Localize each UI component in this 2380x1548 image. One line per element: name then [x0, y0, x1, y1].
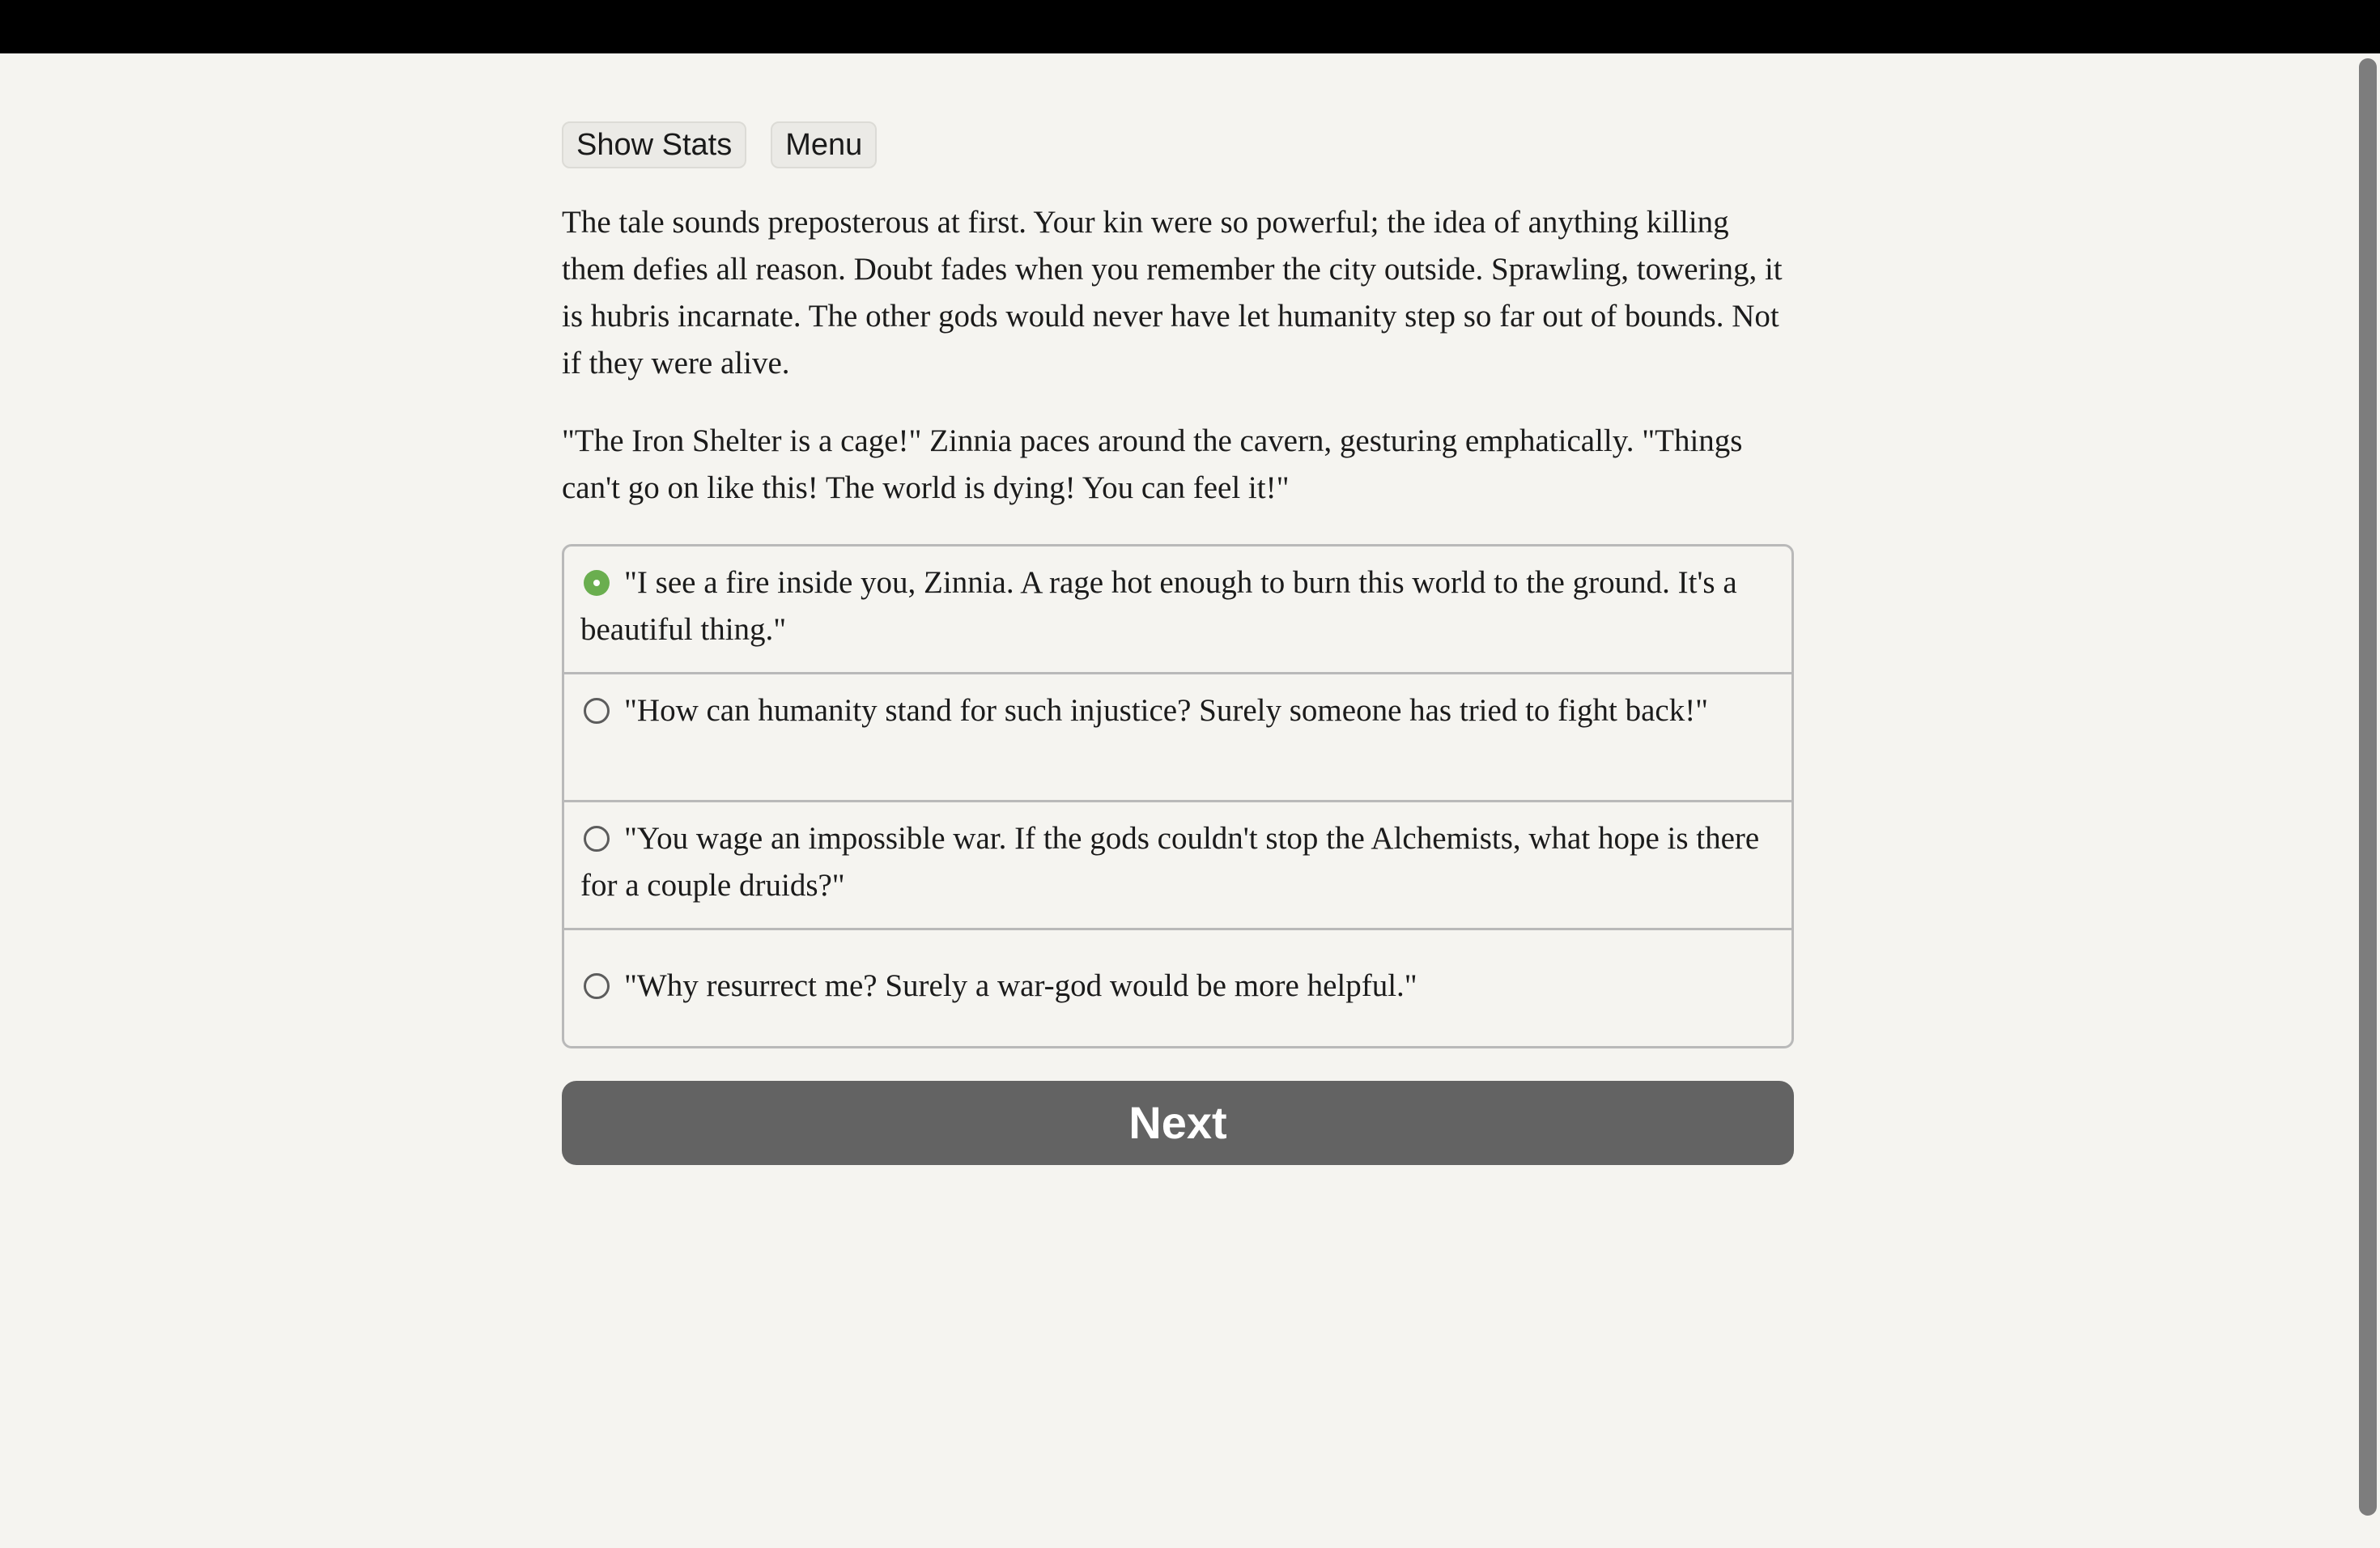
choice-text: "How can humanity stand for such injustice? Surely someone has tried to fight back!" [624, 693, 1709, 728]
choice-list [562, 544, 1794, 1048]
menu-button[interactable]: Menu [771, 121, 877, 168]
game-content [562, 121, 1796, 1165]
story-paragraph: The tale sounds preposterous at first. Your kin were so powerful; the idea of anything killing them defies all reason. Doubt fades when you remember the city outside. Sprawling, towering, it is hubris incarnate. The other gods would never have let humanity step so far out of bounds. Not if they were alive. [562, 205, 1783, 381]
next-button[interactable]: Next [562, 1081, 1794, 1165]
choice-text: "I see a fire inside you, Zinnia. A rage hot enough to burn this world to the ground. It's a beautiful thing." [580, 565, 1737, 647]
choice-option[interactable] [564, 674, 1791, 802]
show-stats-button[interactable]: Show Stats [562, 121, 746, 168]
radio-selected-icon[interactable] [584, 570, 610, 596]
choice-option[interactable] [564, 802, 1791, 930]
radio-unselected-icon[interactable] [584, 698, 610, 724]
toolbar [562, 121, 1796, 170]
story-paragraph: "The Iron Shelter is a cage!" Zinnia paces around the cavern, gesturing emphatically. "Things can't go on like this! The world is dying! You can feel it!" [562, 423, 1743, 505]
scrollbar-thumb[interactable] [2359, 58, 2377, 1516]
radio-unselected-icon[interactable] [584, 973, 610, 999]
choice-text: "Why resurrect me? Surely a war-god would be more helpful." [624, 968, 1417, 1003]
choice-option[interactable] [564, 546, 1791, 674]
scrollbar[interactable] [2356, 53, 2380, 1548]
browser-top-bar [0, 0, 2380, 53]
choice-option[interactable] [564, 930, 1791, 1046]
radio-unselected-icon[interactable] [584, 826, 610, 852]
choice-text: "You wage an impossible war. If the gods couldn't stop the Alchemists, what hope is there for a couple druids?" [580, 821, 1760, 903]
